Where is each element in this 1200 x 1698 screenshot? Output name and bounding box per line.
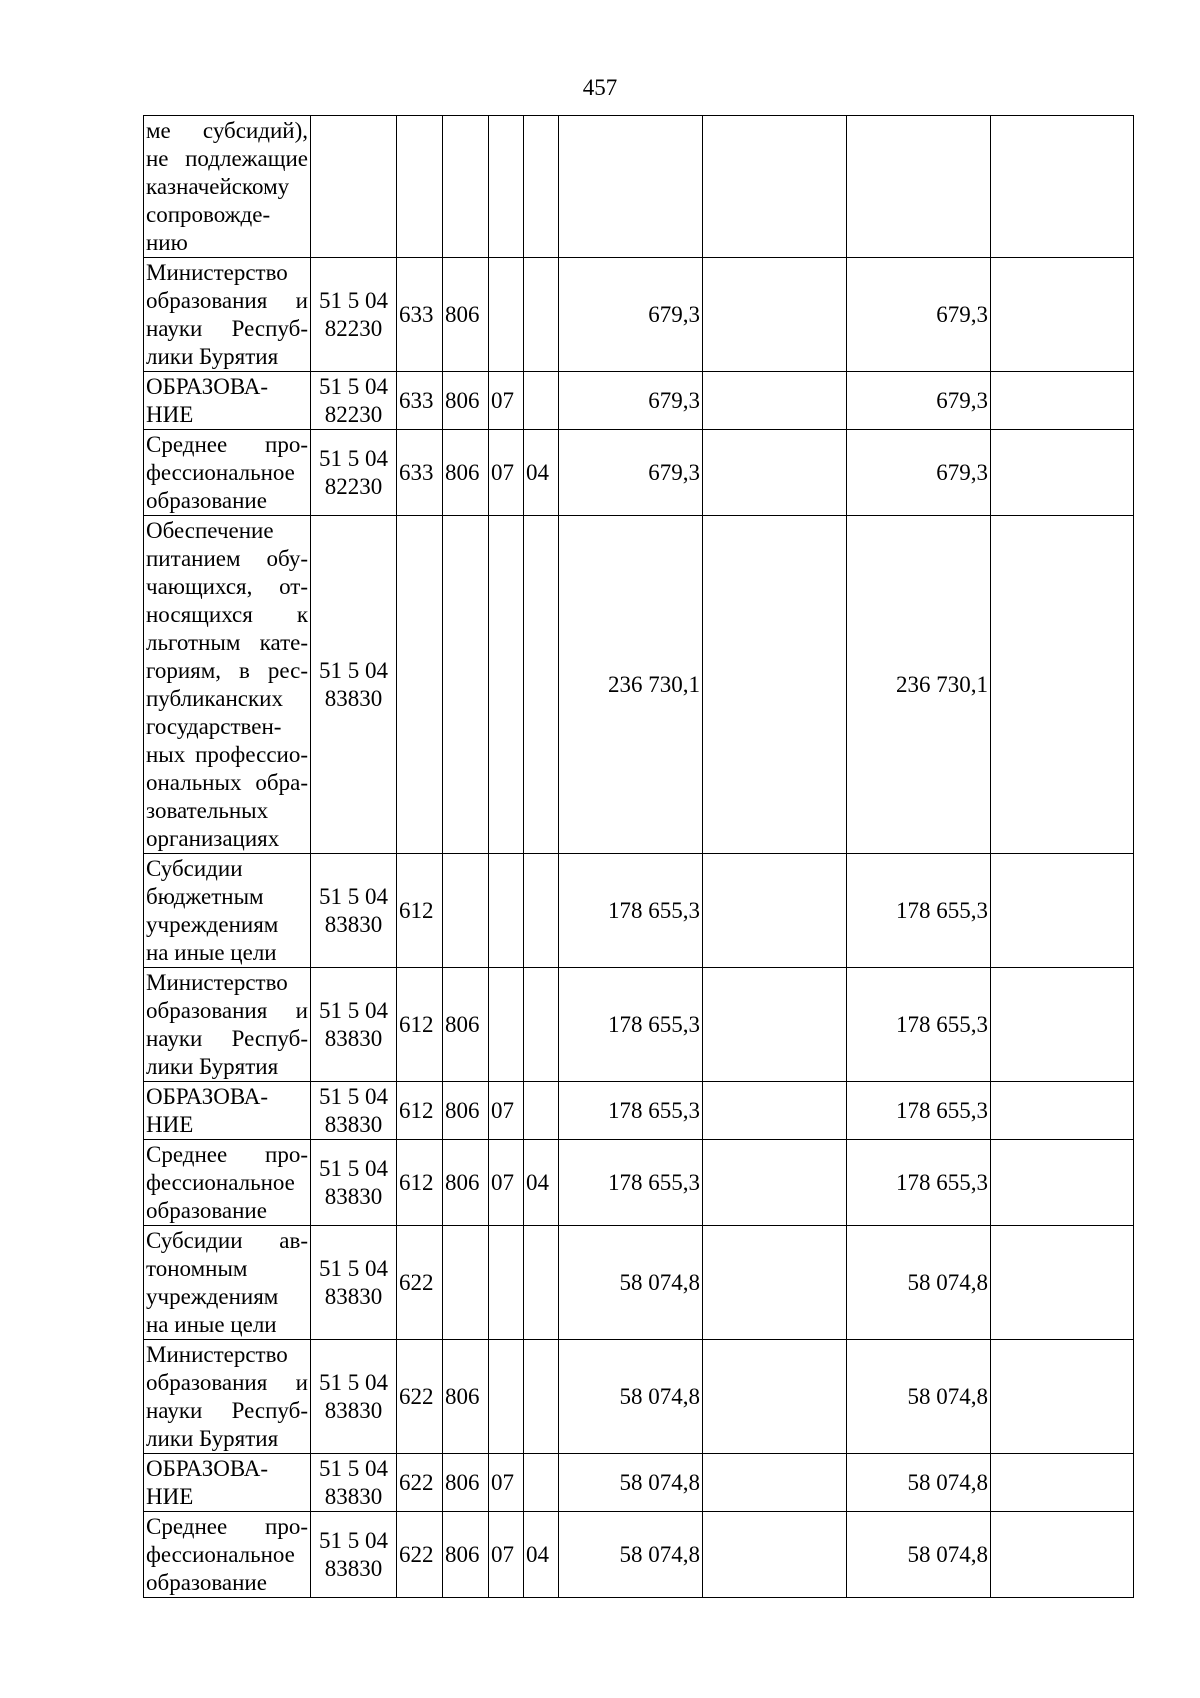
- expense-type-code: 612: [397, 1082, 443, 1140]
- row-name: [144, 1082, 311, 1140]
- row-name-line: учреждениям: [146, 1283, 279, 1309]
- section-code: 07: [489, 1082, 524, 1140]
- expense-type-code: 612: [397, 968, 443, 1082]
- table-row: [144, 116, 1134, 258]
- amount-total: 58 074,8: [559, 1512, 703, 1598]
- empty-cell: [991, 1226, 1134, 1340]
- row-name: [144, 1340, 311, 1454]
- row-name-line: не подлежащие: [146, 145, 308, 171]
- expense-type-code: 633: [397, 372, 443, 430]
- empty-cell: [991, 516, 1134, 854]
- target-article-code: 51 5 04 83830: [311, 1226, 397, 1340]
- administrator-code: 806: [443, 1340, 489, 1454]
- amount-total: 236 730,1: [559, 516, 703, 854]
- target-article-code: 51 5 04 83830: [311, 1340, 397, 1454]
- empty-cell: [991, 116, 1134, 258]
- expense-type-code: 612: [397, 854, 443, 968]
- budget-table: [143, 115, 1134, 1598]
- row-name: [144, 1512, 311, 1598]
- page-number: 457: [582, 75, 618, 100]
- amount-regional: 58 074,8: [847, 1226, 991, 1340]
- row-name-line: образования и: [146, 1369, 308, 1395]
- subsection-code: [524, 1454, 559, 1512]
- table-row: [144, 1082, 1134, 1140]
- row-name-line: сопровожде-: [146, 201, 271, 227]
- row-name-line: казначейскому: [146, 173, 290, 199]
- row-name-line: фессиональное: [146, 1541, 295, 1567]
- empty-cell: [991, 968, 1134, 1082]
- amount-federal: [703, 372, 847, 430]
- row-name-line: НИЕ: [146, 1483, 194, 1509]
- row-name-line: образование: [146, 1569, 267, 1595]
- section-code: [489, 854, 524, 968]
- amount-regional: 58 074,8: [847, 1340, 991, 1454]
- row-name-line: Среднее про-: [146, 1141, 308, 1167]
- row-name-line: ных профессио-: [146, 741, 308, 767]
- amount-total: 178 655,3: [559, 1140, 703, 1226]
- row-name-line: на иные цели: [146, 939, 277, 965]
- amount-federal: [703, 1082, 847, 1140]
- row-name-line: чающихся, от-: [146, 573, 308, 599]
- administrator-code: 806: [443, 1082, 489, 1140]
- subsection-code: [524, 1226, 559, 1340]
- row-name: [144, 258, 311, 372]
- empty-cell: [991, 1454, 1134, 1512]
- row-name-line: фессиональное: [146, 1169, 295, 1195]
- subsection-code: [524, 372, 559, 430]
- amount-regional: 58 074,8: [847, 1454, 991, 1512]
- target-article-code: 51 5 04 82230: [311, 372, 397, 430]
- administrator-code: [443, 854, 489, 968]
- amount-total: 58 074,8: [559, 1454, 703, 1512]
- amount-total: 679,3: [559, 430, 703, 516]
- row-name-line: НИЕ: [146, 401, 194, 427]
- amount-regional: 679,3: [847, 430, 991, 516]
- row-name-line: Министерство: [146, 1341, 288, 1367]
- section-code: 07: [489, 1454, 524, 1512]
- row-name-line: науки Респуб-: [146, 1025, 308, 1051]
- target-article-code: 51 5 04 82230: [311, 258, 397, 372]
- amount-federal: [703, 1340, 847, 1454]
- expense-type-code: [397, 116, 443, 258]
- amount-total: 679,3: [559, 258, 703, 372]
- expense-type-code: 622: [397, 1512, 443, 1598]
- administrator-code: [443, 116, 489, 258]
- row-name-line: организациях: [146, 825, 280, 851]
- amount-total: [559, 116, 703, 258]
- table-row: [144, 1512, 1134, 1598]
- subsection-code: [524, 258, 559, 372]
- target-article-code: 51 5 04 82230: [311, 430, 397, 516]
- row-name-line: Обеспечение: [146, 517, 274, 543]
- row-name-line: науки Респуб-: [146, 315, 308, 341]
- empty-cell: [991, 1140, 1134, 1226]
- amount-total: 178 655,3: [559, 1082, 703, 1140]
- amount-total: 679,3: [559, 372, 703, 430]
- target-article-code: 51 5 04 83830: [311, 854, 397, 968]
- row-name-line: тономным: [146, 1255, 248, 1281]
- row-name: [144, 372, 311, 430]
- amount-federal: [703, 1512, 847, 1598]
- amount-regional: 178 655,3: [847, 854, 991, 968]
- empty-cell: [991, 1340, 1134, 1454]
- subsection-code: [524, 116, 559, 258]
- administrator-code: [443, 516, 489, 854]
- amount-federal: [703, 1454, 847, 1512]
- row-name-line: НИЕ: [146, 1111, 194, 1137]
- section-code: 07: [489, 430, 524, 516]
- row-name: [144, 1140, 311, 1226]
- empty-cell: [991, 430, 1134, 516]
- amount-total: 58 074,8: [559, 1226, 703, 1340]
- row-name-line: Министерство: [146, 259, 288, 285]
- amount-federal: [703, 516, 847, 854]
- table-row: [144, 854, 1134, 968]
- table-row: [144, 1340, 1134, 1454]
- amount-regional: 178 655,3: [847, 1140, 991, 1226]
- row-name-line: ОБРАЗОВА-: [146, 373, 268, 399]
- subsection-code: [524, 1340, 559, 1454]
- expense-type-code: 622: [397, 1340, 443, 1454]
- amount-federal: [703, 258, 847, 372]
- target-article-code: 51 5 04 83830: [311, 968, 397, 1082]
- section-code: 07: [489, 372, 524, 430]
- amount-total: 178 655,3: [559, 854, 703, 968]
- section-code: [489, 1226, 524, 1340]
- row-name-line: государствен-: [146, 713, 282, 739]
- section-code: 07: [489, 1512, 524, 1598]
- row-name-line: образование: [146, 487, 267, 513]
- empty-cell: [991, 1512, 1134, 1598]
- row-name-line: зовательных: [146, 797, 269, 823]
- row-name-line: образования и: [146, 997, 308, 1023]
- row-name-line: образование: [146, 1197, 267, 1223]
- amount-total: 58 074,8: [559, 1340, 703, 1454]
- expense-type-code: 622: [397, 1454, 443, 1512]
- amount-federal: [703, 1140, 847, 1226]
- amount-regional: 58 074,8: [847, 1512, 991, 1598]
- row-name: [144, 1226, 311, 1340]
- administrator-code: [443, 1226, 489, 1340]
- administrator-code: 806: [443, 1512, 489, 1598]
- section-code: [489, 116, 524, 258]
- subsection-code: [524, 1082, 559, 1140]
- expense-type-code: 633: [397, 430, 443, 516]
- administrator-code: 806: [443, 372, 489, 430]
- subsection-code: 04: [524, 430, 559, 516]
- row-name-line: на иные цели: [146, 1311, 277, 1337]
- table-row: [144, 1140, 1134, 1226]
- subsection-code: 04: [524, 1140, 559, 1226]
- row-name: [144, 968, 311, 1082]
- administrator-code: 806: [443, 968, 489, 1082]
- target-article-code: 51 5 04 83830: [311, 1082, 397, 1140]
- row-name-line: публиканских: [146, 685, 283, 711]
- amount-federal: [703, 116, 847, 258]
- row-name-line: ОБРАЗОВА-: [146, 1455, 268, 1481]
- table-row: [144, 968, 1134, 1082]
- target-article-code: 51 5 04 83830: [311, 1512, 397, 1598]
- row-name: [144, 516, 311, 854]
- row-name-line: Субсидии ав-: [146, 1227, 308, 1253]
- target-article-code: 51 5 04 83830: [311, 1140, 397, 1226]
- row-name-line: ональных обра-: [146, 769, 308, 795]
- administrator-code: 806: [443, 1140, 489, 1226]
- empty-cell: [991, 258, 1134, 372]
- row-name-line: гориям, в рес-: [146, 657, 308, 683]
- row-name-line: нию: [146, 229, 188, 255]
- section-code: [489, 968, 524, 1082]
- amount-total: 178 655,3: [559, 968, 703, 1082]
- row-name: [144, 854, 311, 968]
- subsection-code: [524, 854, 559, 968]
- amount-regional: 679,3: [847, 372, 991, 430]
- row-name-line: учреждениям: [146, 911, 279, 937]
- row-name: [144, 1454, 311, 1512]
- row-name-line: ме субсидий),: [146, 117, 308, 143]
- section-code: 07: [489, 1140, 524, 1226]
- row-name-line: фессиональное: [146, 459, 295, 485]
- table-row: [144, 430, 1134, 516]
- row-name-line: лики Бурятия: [146, 1425, 279, 1451]
- administrator-code: 806: [443, 430, 489, 516]
- row-name-line: бюджетным: [146, 883, 264, 909]
- target-article-code: [311, 116, 397, 258]
- table-row: [144, 1226, 1134, 1340]
- amount-federal: [703, 968, 847, 1082]
- expense-type-code: 622: [397, 1226, 443, 1340]
- row-name-line: льготным кате-: [146, 629, 308, 655]
- target-article-code: 51 5 04 83830: [311, 516, 397, 854]
- amount-federal: [703, 1226, 847, 1340]
- section-code: [489, 258, 524, 372]
- section-code: [489, 1340, 524, 1454]
- amount-federal: [703, 430, 847, 516]
- amount-regional: 178 655,3: [847, 1082, 991, 1140]
- row-name-line: Среднее про-: [146, 1513, 308, 1539]
- table-row: [144, 372, 1134, 430]
- row-name-line: образования и: [146, 287, 308, 313]
- row-name-line: Субсидии: [146, 855, 243, 881]
- expense-type-code: 633: [397, 258, 443, 372]
- row-name-line: лики Бурятия: [146, 1053, 279, 1079]
- subsection-code: [524, 516, 559, 854]
- table-body: [144, 116, 1134, 1598]
- row-name-line: питанием обу-: [146, 545, 308, 571]
- table-row: [144, 516, 1134, 854]
- empty-cell: [991, 1082, 1134, 1140]
- amount-regional: [847, 116, 991, 258]
- subsection-code: [524, 968, 559, 1082]
- expense-type-code: [397, 516, 443, 854]
- subsection-code: 04: [524, 1512, 559, 1598]
- amount-regional: 679,3: [847, 258, 991, 372]
- amount-federal: [703, 854, 847, 968]
- row-name-line: Министерство: [146, 969, 288, 995]
- amount-regional: 178 655,3: [847, 968, 991, 1082]
- row-name: [144, 430, 311, 516]
- row-name-line: носящихся к: [146, 601, 308, 627]
- row-name-line: Среднее про-: [146, 431, 308, 457]
- row-name-line: ОБРАЗОВА-: [146, 1083, 268, 1109]
- empty-cell: [991, 854, 1134, 968]
- table-row: [144, 258, 1134, 372]
- amount-regional: 236 730,1: [847, 516, 991, 854]
- administrator-code: 806: [443, 1454, 489, 1512]
- section-code: [489, 516, 524, 854]
- empty-cell: [991, 372, 1134, 430]
- row-name: [144, 116, 311, 258]
- administrator-code: 806: [443, 258, 489, 372]
- row-name-line: науки Респуб-: [146, 1397, 308, 1423]
- row-name-line: лики Бурятия: [146, 343, 279, 369]
- expense-type-code: 612: [397, 1140, 443, 1226]
- target-article-code: 51 5 04 83830: [311, 1454, 397, 1512]
- table-row: [144, 1454, 1134, 1512]
